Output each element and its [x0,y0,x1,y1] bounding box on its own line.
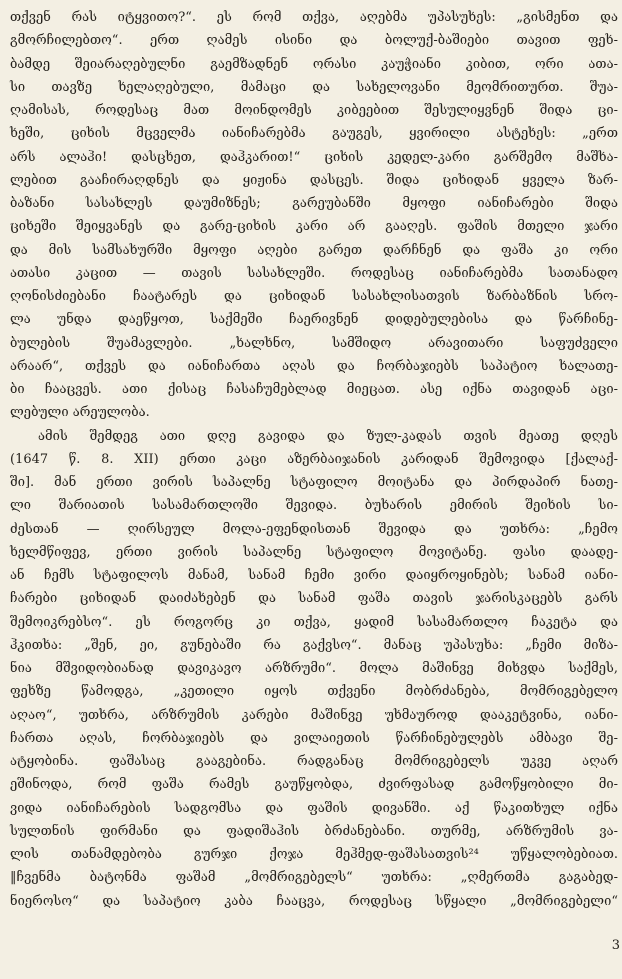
text-line: ვიდა იანიჩარების სადგომსა და ფაშის დივანში. აქ წაკითხულ იქნა [10,800,618,816]
margin-page-marker: 3 [611,938,620,953]
text-line: ჰკითხა: „შენ, ეი, გუნებაში რა გაქვსო“. მანაც უპასუხა: „ჩემი მიზა- [10,637,618,653]
text-line: ბულების შუამავლები. „ხალხნო, სამშიდო არავითარი საფუძველი [10,335,618,351]
text-line: ეშინოდა, რომ ფაშა რამეს გაუწყობდა, ძვირფასად გამოწყობილი მი- [10,777,618,793]
text-line: გმორჩილებთო“. ერთ ღამეს ისინი და ბოლუქ-ბაშიები თავით ფეხ- [10,33,618,49]
text-line: სი თავზე ხელაღებული, მამაცი და სახელოვანი მეომრითურთ. შუა- [10,79,618,95]
text-line: აღაო“, უთხრა, არზრუმის კარები მაშინვე უხმაუროდ დააკეტვინა, იანი- [10,707,618,723]
text-line: ნიეროსო“ და საპატიო კაბა ჩააცვა, როდესაც სწყალი „მომრიგებელი“ [10,893,618,909]
text-line: ში]. მან ერთი ვირის საპალნე სტაფილო მოიტანა და პირდაპირ ნათე- [10,475,618,490]
text-line: ლა უნდა დაეწყოთ, საქმეში ჩაერივნენ დიდებულებისა და წარჩინე- [10,312,618,328]
text-line: ბაზანი სასახლეს დაუმიზნეს; გარეუბანში მყოფი იანიჩარები შიდა [10,196,618,211]
text-line: თქვენ რას იტყვითო?“. ეს რომ თქვა, აღებმა უპასუხეს: „გისმენთ და [10,10,618,25]
text-line: ათასი კაცით — თავის სასახლეში. როდესაც იანიჩარებმა სათანადო [10,265,618,281]
paragraph-end-line: ლებული არეულობა. [10,405,150,421]
text-line: ღონისძიებანი ჩაატარეს და ციხიდან სასახლისათვის ზარბაზნის სრო- [10,289,618,304]
text-line: ნია მშვიდობიანად დავიკავო არზრუმი“. მოლა მაშინვე მიხვდა საქმეს, [10,661,618,676]
text-line: არაარ“, თქვეს და იანიჩართა აღას და ჩორბაჯიებს საპატიო ხალათე- [10,358,618,374]
text-line: ლის თანამდებობა გურჯი ქოჯა მეჰმედ-ფაშასათვის²⁴ უწყალობებიათ. [10,847,618,862]
paragraph-start-line: ამის შემდეგ ათი დღე გავიდა და ზულ-კადას თვის მეათე დღეს [38,428,618,444]
text-line: ‖ჩვენმა ბატონმა ფაშამ „მომრიგებელს“ უთხრა: „ღმერთმა გაგაბედ- [10,870,618,886]
text-line: ჩართა აღას, ჩორბაჯიებს და ვილაიეთის წარჩინებულებს ამბავი შე- [10,730,618,746]
text-line: ან ჩემს სტაფილოს მანამ, სანამ ჩემი ვირი დაიყროყინებს; სანამ იანი- [10,568,618,583]
text-line: სულთნის ფირმანი და ფადიშაჰის ბრძანებანი. თურმე, არზრუმის ვა- [10,823,618,839]
text-line: ძესთან — ღირსეულ მოლა-ეფენდისთან შევიდა და უთხრა: „ჩემო [10,521,618,537]
text-line: არს ალაჰი! დასცხეთ, დაჰკარით!“ ციხის კედელ-კარი გარშემო მაშხა- [10,149,618,165]
text-line: ხელმწიფევ, ერთი ვირის საპალნე სტაფილო მოვიტანე. ფასი დაადე- [10,544,618,560]
text-line: შემოიკრებსო“. ეს როგორც კი თქვა, ყადიმ სასამართლო ჩაკეტა და [10,614,618,630]
text-line: ბამდე შეიარაღებულნი გაემზადნენ ორასი კაუჭიანი კიბით, ორი ათა- [10,56,618,72]
text-line: ბი ჩააცვეს. ათი ქისაც ჩასაჩუმებლად მიეცათ. ასე იქნა თავიდან აცი- [10,382,618,397]
text-line: ლებით გააჩირაღდნეს და ყიჟინა დასცეს. შიდა ციხიდან ყველა ზარ- [10,172,618,188]
text-line: და მის სამსახურში მყოფი აღები გარეთ დარჩნენ და ფაშა კი ორი [10,242,618,258]
text-line: ატყობინა. ფაშასაც გააგებინა. რადგანაც მომრიგებელს უკვე აღარ [10,754,618,769]
text-line: ხეში, ციხის მცველმა იანიჩარებმა გაუგეს, ყვირილი ასტეხეს: „ერთ [10,126,618,142]
body-text [10,6,618,913]
text-line: (1647 წ. 8. XII) ერთი კაცი აზერბაიჯანის კარიდან შემოვიდა [ქალაქ- [10,451,618,467]
text-line: ღამისას, როდესაც მათ მოინდომეს კიბეებით შესულიყვნენ შიდა ცი- [10,103,618,118]
text-line: ლი შარიათის სასამართლოში შევიდა. ბუხარის ემირის შეიხის სი- [10,498,618,514]
text-line: ჩარები ციხიდან დაიძახებენ და სანამ ფაშა თავის ჯარისკაცებს გარს [10,591,618,607]
text-line: ციხეში შეიყვანეს და გარე-ციხის კარი არ გააღეს. ფაშის მთელი ჯარი [10,219,618,235]
text-line: ფეხზე წამოდგა, „კეთილი იყოს თქვენი მობრძანება, მომრიგებელო [10,684,618,700]
